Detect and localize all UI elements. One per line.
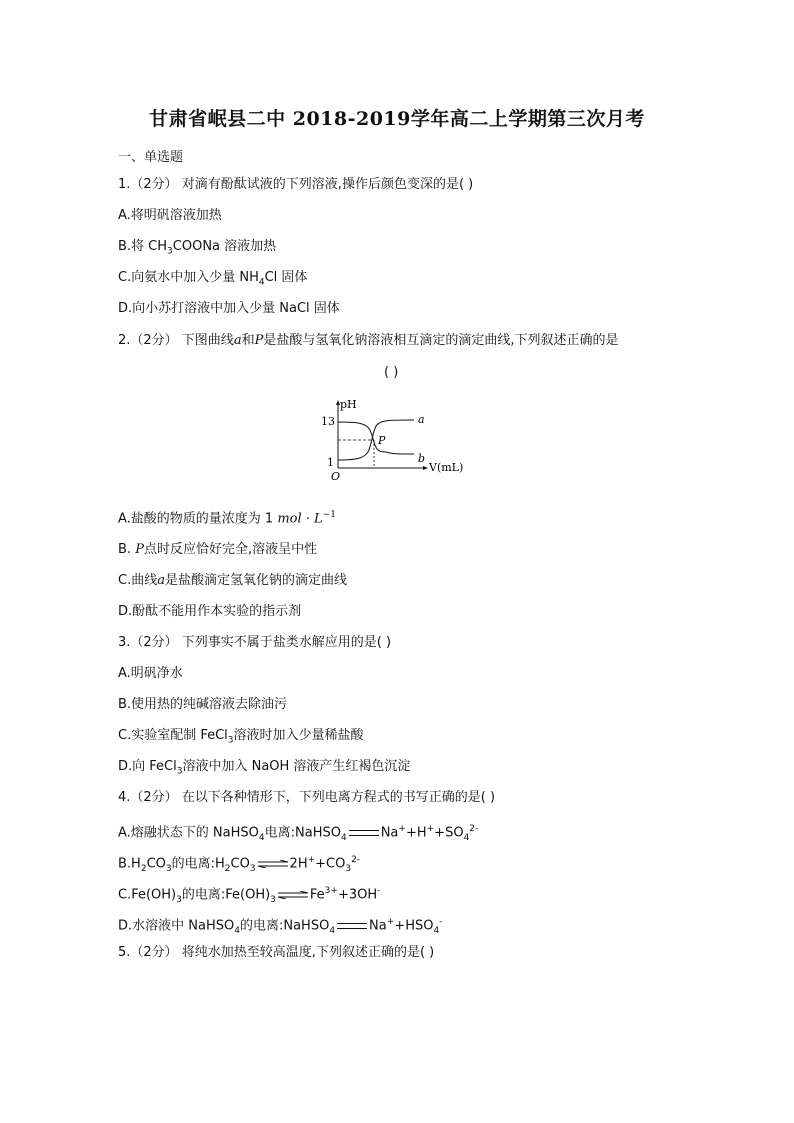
q3-option-c: C.实验室配制 FeCl$_3$溶液时加入少量稀盐酸 — [118, 728, 364, 746]
q3-option-a: A.明矾净水 — [118, 666, 183, 681]
y-tick-13: 13 — [321, 415, 335, 428]
y-axis-label: pH — [340, 398, 357, 411]
reversible-arrow-icon — [278, 891, 308, 899]
equals-sign-icon — [347, 825, 381, 840]
q4-option-c: $C.Fe(OH)_3$的电离$:Fe(OH)_3$ $Fe^{3+}+3OH^-$ — [118, 886, 381, 905]
q4-option-b: $B.H_2CO_3$的电离$:H_2CO_3$ $2H^++CO_3^{2-}$ — [118, 855, 361, 874]
q1-option-a: A.将明矾溶液加热 — [118, 208, 222, 223]
q3-option-d: D.向 FeCl$_3$溶液中加入 NaOH 溶液产生红褐色沉淀 — [118, 759, 411, 777]
q2-option-b: B. P点时反应恰好完全,溶液呈中性 — [118, 542, 318, 557]
equals-sign-icon — [335, 918, 369, 933]
reversible-arrow-icon — [258, 860, 288, 868]
y-tick-1: 1 — [327, 456, 334, 469]
q4-option-a: A.熔融状态下的 NaHSO$_4$电离:NaHSO$_4$ $Na^++H^++SO_4^{2-}$ — [118, 824, 479, 843]
q3-option-b: B.使用热的纯碱溶液去除油污 — [118, 697, 288, 712]
x-axis-label: V(mL) — [429, 461, 464, 474]
curve-a-label: a — [418, 413, 425, 426]
curve-b-tail — [386, 452, 414, 454]
q1-stem: 1.（2分） 对滴有酚酞试液的下列溶液,操作后颜色变深的是( ) — [118, 177, 474, 192]
titration-curve-figure — [318, 396, 478, 488]
point-p-label: P — [378, 434, 386, 447]
q1-option-d: D.向小苏打溶液中加入少量 NaCl 固体 — [118, 301, 340, 316]
q5-stem: 5.（2分） 将纯水加热至较高温度,下列叙述正确的是( ) — [118, 945, 435, 960]
q2-option-d: D.酚酞不能用作本实验的指示剂 — [118, 604, 302, 619]
q4-option-d: D.水溶液中 NaHSO$_4$的电离:NaHSO$_4$ $Na^++HSO_4^-$ — [118, 917, 443, 936]
page-title: 甘肃省岷县二中 2018-2019学年高二上学期第三次月考 — [149, 108, 645, 130]
q2-option-a: A.盐酸的物质的量浓度为 1 mol · $L^{-1}$ — [118, 510, 336, 527]
curve-b-label: b — [418, 452, 426, 465]
q2-option-c: C.曲线a是盐酸滴定氢氧化钠的滴定曲线 — [118, 573, 347, 588]
q2-stem: 2.（2分） 下图曲线a和P是盐酸与氢氧化钠溶液相互滴定的滴定曲线,下列叙述正确的是 — [118, 333, 619, 348]
q1-option-b: B.将 $CH_3COONa$ 溶液加热 — [118, 239, 277, 257]
section-title: 一、单选题 — [118, 150, 184, 165]
q2-answer-paren: ( ) — [384, 365, 399, 380]
q4-stem: 4.（2分） 在以下各种情形下，下列电离方程式的书写正确的是( ) — [118, 790, 496, 805]
origin-label: O — [331, 470, 341, 483]
q1-option-c: C.向氨水中加入少量 $NH_4Cl$ 固体 — [118, 270, 308, 288]
q3-stem: 3.（2分） 下列事实不属于盐类水解应用的是( ) — [118, 635, 392, 650]
